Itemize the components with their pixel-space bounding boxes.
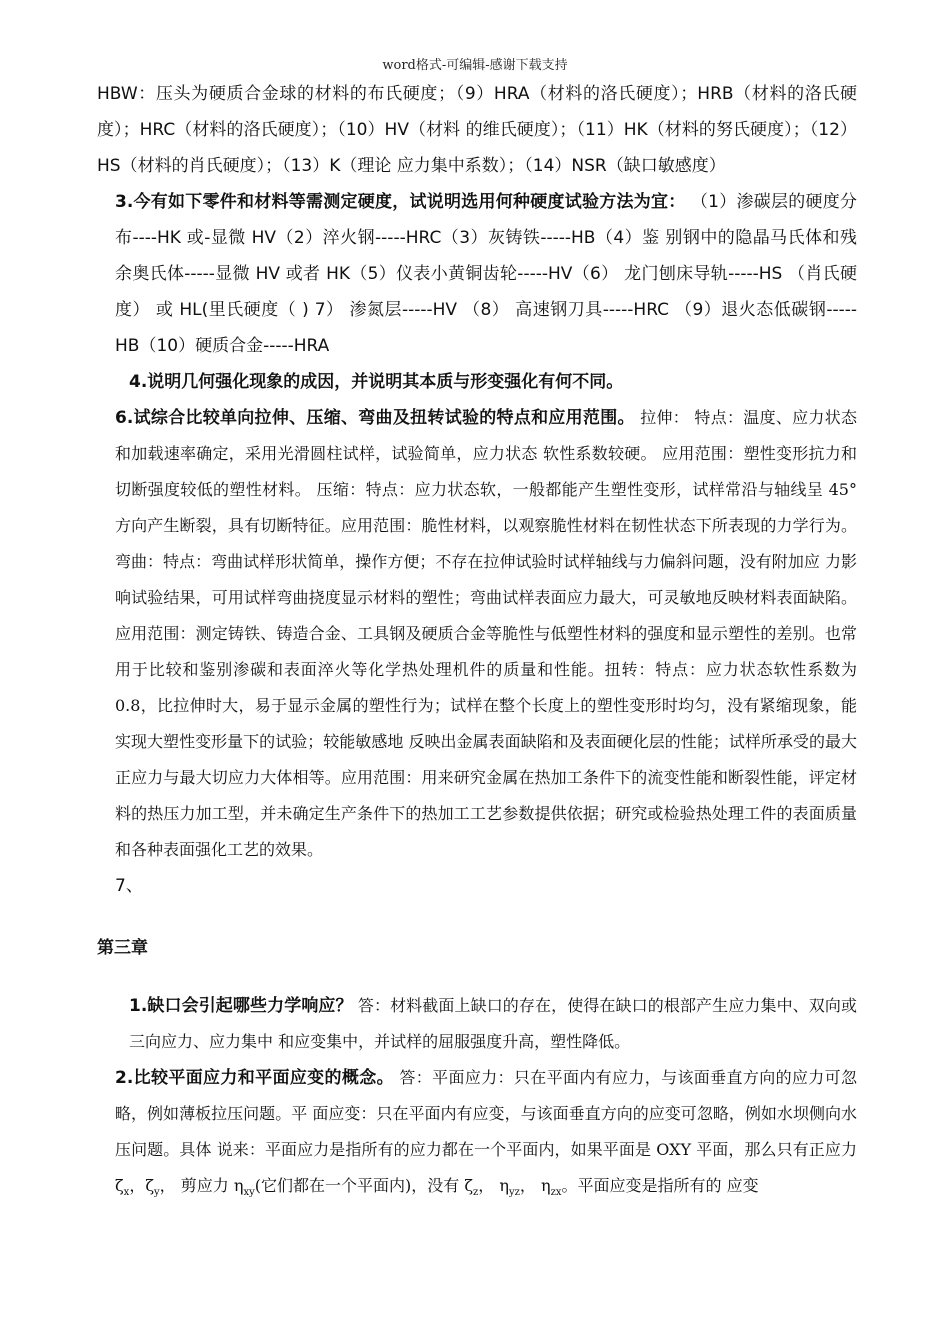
document-body	[97, 76, 857, 1211]
question-3	[97, 184, 857, 364]
hardness-notation-paragraph: HBW：压头为硬质合金球的材料的布氏硬度；（9）HRA（材料的洛氏硬度）；HRB（材料的洛氏硬度）；HRC（材料的洛氏硬度）；（10）HV（材料 的维氏硬度）；（11）HK（材料的努氏硬度）；（12）HS（材料的肖氏硬度）；（13）K（理论 应力集中系数）；（14）NSR（缺口敏感度）	[97, 84, 857, 176]
question-6-answer: 拉伸： 特点：温度、应力状态和加载速率确定，采用光滑圆柱试样，试验简单，应力状态 软性系数较硬。 应用范围：塑性变形抗力和切断强度较低的塑性材料。 压缩：特点：应力状态软，一般都能产生塑性变形，试样常沿与轴线呈 45° 方向产生断裂，具有切断特征。应用范围：脆性材料，以观察脆性材料在韧性状态下所表现的力学行为。 弯曲：特点：弯曲试样形状简单，操作方便；不存在拉伸试验时试样轴线与力偏斜问题，没有附加应 力影响试验结果，可用试样弯曲挠度显示材料的塑性；弯曲试样表面应力最大，可灵敏地反映材料表面缺陷。应用范围：测定铸铁、铸造合金、工具钢及硬质合金等脆性与低塑性材料的强度和显示塑性的差别。也常用于比较和鉴别渗碳和表面淬火等化学热处理机件的质量和性能。扭转：特点：应力状态软性系数为 0.8，比拉伸时大，易于显示金属的塑性行为；试样在整个长度上的塑性变形时均匀，没有紧缩现象，能实现大塑性变形量下的试验；较能敏感地 反映出金属表面缺陷和及表面硬化层的性能；试样所承受的最大正应力与最大切应力大体相等。应用范围：用来研究金属在热加工条件下的流变性能和断裂性能，评定材料的热压力加工型，并未确定生产条件下的热加工工艺参数提供依据；研究或检验热处理工件的表面质量和各种表面强化工艺的效果。	[115, 408, 857, 859]
subscript: x	[123, 1187, 130, 1199]
separator: ，	[129, 1176, 146, 1195]
chapter3-question-1	[97, 988, 857, 1060]
subscript: xy	[243, 1187, 255, 1199]
subscript: zx	[550, 1187, 562, 1199]
answer-text: 。平面应变是指所有的 应变	[561, 1176, 759, 1195]
answer-text: (它们都在一个平面内)，没有	[254, 1176, 465, 1195]
question-7: 7、	[115, 876, 143, 896]
tau-symbol: η	[499, 1176, 509, 1195]
chapter3-question-2-title: 2.比较平面应力和平面应变的概念。	[115, 1068, 394, 1088]
chapter3-question-2	[97, 1060, 857, 1211]
question-6-title: 6.试综合比较单向拉伸、压缩、弯曲及扭转试验的特点和应用范围。	[115, 408, 635, 428]
separator: ，	[478, 1176, 500, 1195]
chapter3-question-1-answer: 答：材料截面上缺口的存在，使得在缺口的根部产生应力集中、双向或三向应力、应力集中 和应变集中，并试样的屈服强度升高，塑性降低。	[129, 996, 857, 1051]
question-4-title: 4.说明几何强化现象的成因，并说明其本质与形变强化有何不同。	[129, 372, 624, 392]
chapter3-question-1-title: 1.缺口会引起哪些力学响应？	[129, 996, 353, 1016]
subscript: y	[154, 1187, 160, 1199]
separator: ，	[519, 1176, 541, 1195]
answer-text: 答：平面应力：只在平面内有应力，与该面垂直方向的应力可忽略，例如薄板拉压问题。平 面应变：只在平面内有应变，与该面垂直方向的应变可忽略，例如水坝侧向水压问题。具体 说来：平面应力是指所有的应力都在一个平面内，如果平面是 OXY 平面，那么只有正应力	[115, 1068, 857, 1159]
sigma-symbol: ζ	[145, 1176, 154, 1195]
separator: ， 剪应力	[159, 1176, 234, 1195]
subscript: z	[472, 1187, 479, 1199]
chapter-heading: 第三章	[97, 938, 148, 958]
sigma-symbol: ζ	[464, 1176, 473, 1195]
question-6	[97, 400, 857, 868]
tau-symbol: η	[233, 1176, 244, 1195]
subscript: yz	[508, 1187, 520, 1199]
tau-symbol: η	[540, 1176, 551, 1195]
question-3-answer: （1）渗碳层的硬度分布----HK 或-显微 HV（2）淬火钢-----HRC（3）灰铸铁-----HB（4）鉴 别钢中的隐晶马氏体和残余奥氏体-----显微 HV 或者 HK（5）仪表小黄铜齿轮-----HV（6） 龙门刨床导轨-----HS （肖氏硬度） 或 HL(里氏硬度（ ) 7） 渗氮层-----HV （8） 高速钢刀具-----HRC （9）退火态低碳钢-----HB（10）硬质合金-----HRA	[115, 192, 857, 356]
sigma-symbol: ζ	[115, 1176, 124, 1195]
question-3-title: 3.今有如下零件和材料等需测定硬度，试说明选用何种硬度试验方法为宜：	[115, 192, 686, 212]
question-4	[97, 364, 857, 400]
page-header: word格式-可编辑-感谢下载支持	[382, 58, 568, 73]
